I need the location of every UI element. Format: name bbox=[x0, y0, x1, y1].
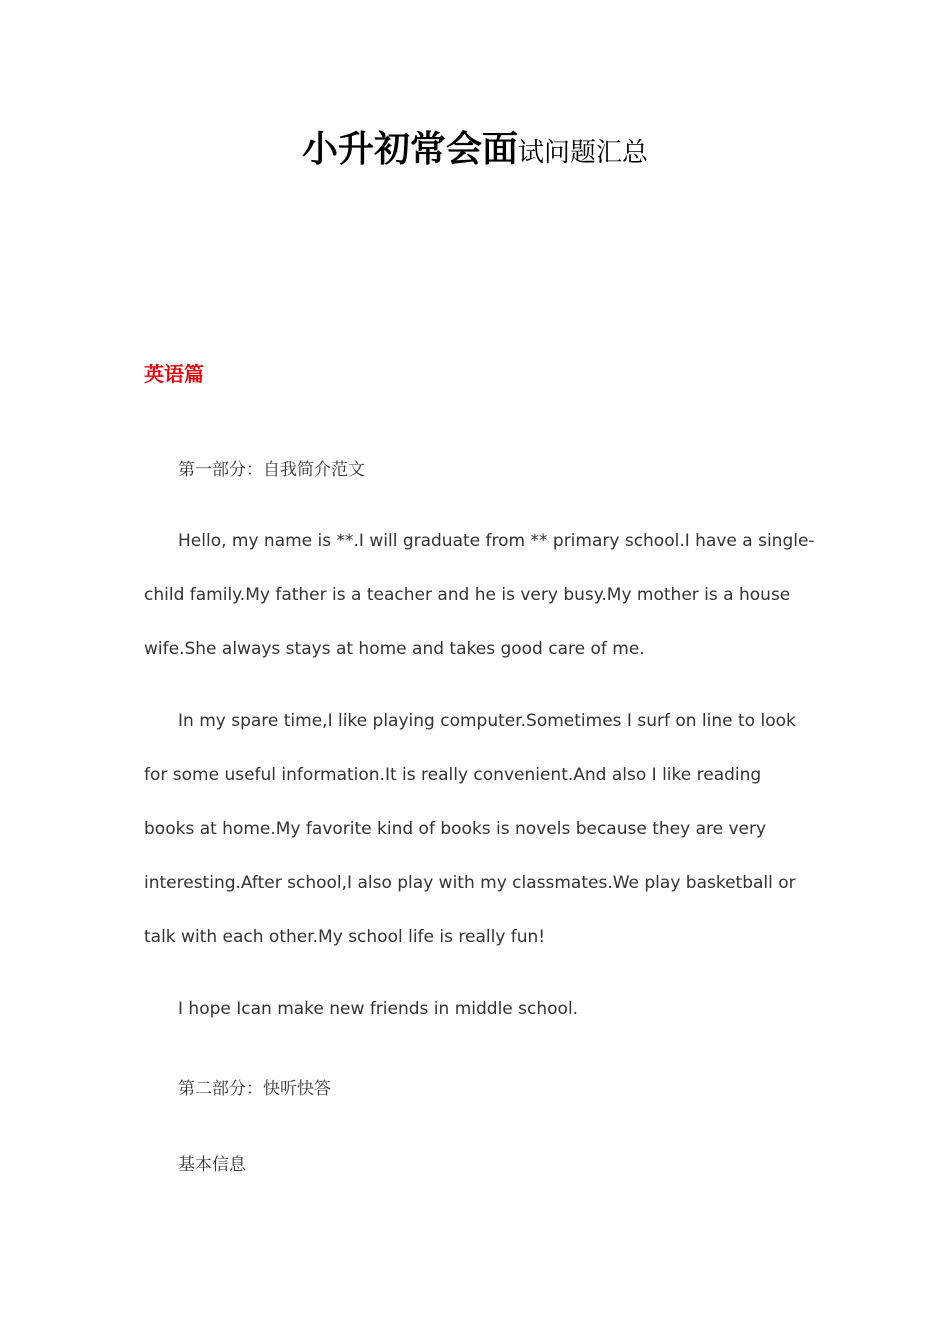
document-title-main: 小升初常会面 bbox=[301, 128, 518, 170]
paragraph-line: In my spare time,I like playing computer.Sometimes I surf on line to look bbox=[178, 711, 796, 731]
paragraph-intro bbox=[144, 514, 814, 676]
part2-label: 第二部分：快听快答 bbox=[178, 1079, 331, 1099]
paragraph-line: I hope Ican make new friends in middle school. bbox=[178, 999, 579, 1019]
paragraph-line: child family.My father is a teacher and he is very busy.My mother is a house bbox=[144, 585, 791, 605]
section-heading-english: 英语篇 bbox=[144, 362, 204, 386]
part1-label: 第一部分：自我简介范文 bbox=[178, 460, 365, 480]
paragraph-spare-time bbox=[144, 694, 814, 964]
paragraph-line: interesting.After school,I also play with my classmates.We play basketball or bbox=[144, 873, 796, 893]
paragraph-line: wife.She always stays at home and takes good care of me. bbox=[144, 639, 645, 659]
paragraph-line: talk with each other.My school life is really fun! bbox=[144, 927, 546, 947]
paragraph-line: books at home.My favorite kind of books is novels because they are very bbox=[144, 819, 767, 839]
document-title bbox=[0, 128, 950, 171]
paragraph-line: for some useful information.It is really convenient.And also I like reading bbox=[144, 765, 762, 785]
basic-info-label: 基本信息 bbox=[178, 1155, 246, 1175]
document-title-sub: 试问题汇总 bbox=[518, 138, 649, 168]
paragraph-line: Hello, my name is **.I will graduate from ** primary school.I have a single- bbox=[178, 531, 815, 551]
paragraph-hope bbox=[144, 982, 814, 1036]
